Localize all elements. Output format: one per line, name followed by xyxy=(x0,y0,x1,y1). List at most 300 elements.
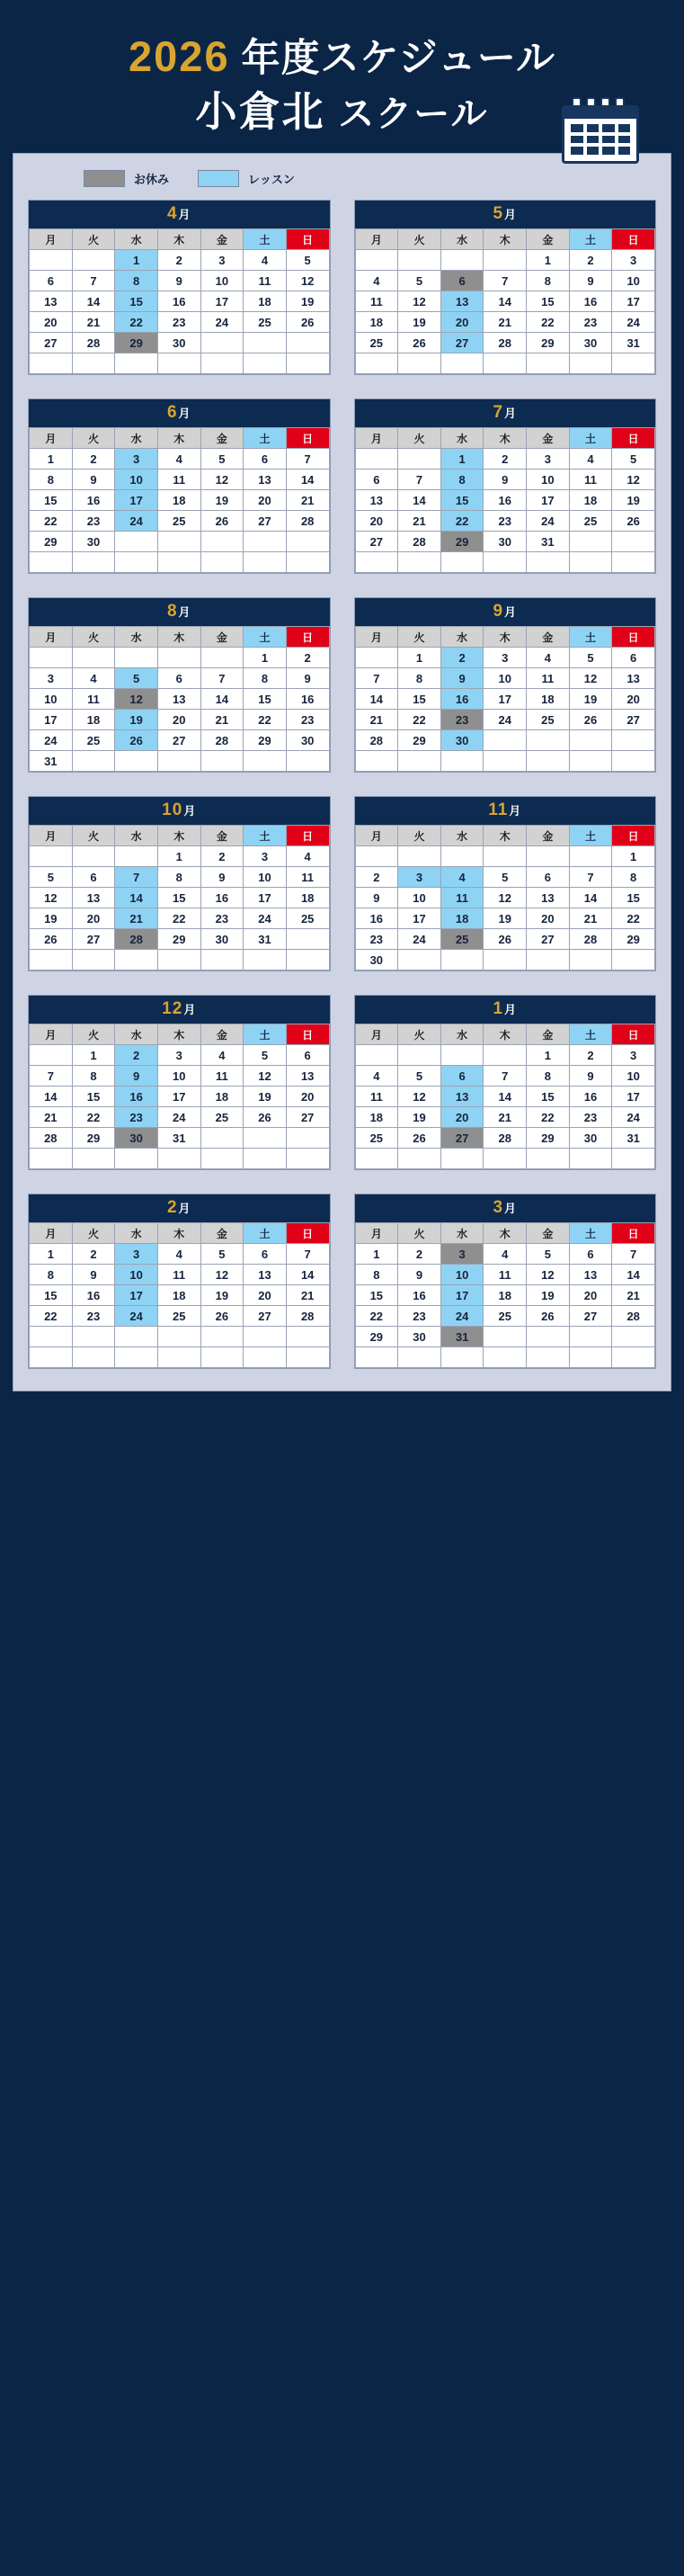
day-cell: 28 xyxy=(398,532,441,552)
day-cell-empty xyxy=(286,950,329,970)
month-number: 3 xyxy=(493,1198,504,1218)
day-cell: 29 xyxy=(30,532,73,552)
weekday-header: 土 xyxy=(569,1024,612,1045)
day-cell: 27 xyxy=(569,1306,612,1327)
day-cell-empty xyxy=(612,353,655,374)
day-cell-empty xyxy=(72,353,115,374)
weekday-header: 日 xyxy=(612,627,655,648)
day-cell-empty xyxy=(355,648,398,668)
week-row xyxy=(30,846,330,867)
day-cell: 24 xyxy=(484,710,527,730)
day-cell: 27 xyxy=(527,929,570,950)
weekday-header: 土 xyxy=(569,1223,612,1244)
day-cell: 11 xyxy=(286,867,329,888)
day-cell: 5 xyxy=(200,449,244,470)
weekday-header: 金 xyxy=(200,1024,244,1045)
day-cell: 3 xyxy=(484,648,527,668)
day-cell: 23 xyxy=(569,312,612,333)
day-cell-empty xyxy=(30,1045,73,1066)
month-title xyxy=(355,399,656,427)
day-cell: 6 xyxy=(527,867,570,888)
weekday-header: 土 xyxy=(569,627,612,648)
day-cell: 29 xyxy=(527,1128,570,1149)
month-table xyxy=(355,228,656,374)
day-cell: 9 xyxy=(286,668,329,689)
weekday-header: 月 xyxy=(355,826,398,846)
day-cell: 17 xyxy=(484,689,527,710)
day-cell: 20 xyxy=(355,511,398,532)
day-cell: 24 xyxy=(200,312,244,333)
weekday-header: 日 xyxy=(286,1024,329,1045)
weekday-header-row xyxy=(30,627,330,648)
day-cell: 4 xyxy=(200,1045,244,1066)
day-cell-empty xyxy=(115,532,158,552)
day-cell-empty xyxy=(157,1327,200,1347)
day-cell-empty xyxy=(569,353,612,374)
week-row xyxy=(355,846,655,867)
weekday-header: 月 xyxy=(355,1024,398,1045)
day-cell: 30 xyxy=(200,929,244,950)
day-cell: 11 xyxy=(244,271,287,291)
week-row xyxy=(30,271,330,291)
weekday-header: 木 xyxy=(157,229,200,250)
legend xyxy=(28,166,656,200)
day-cell-empty xyxy=(612,1347,655,1368)
day-cell-empty xyxy=(527,353,570,374)
weekday-header: 土 xyxy=(569,826,612,846)
day-cell: 26 xyxy=(200,511,244,532)
page-header xyxy=(0,0,684,146)
day-cell: 5 xyxy=(200,1244,244,1265)
day-cell-empty xyxy=(398,950,441,970)
day-cell: 27 xyxy=(244,1306,287,1327)
day-cell: 7 xyxy=(355,668,398,689)
day-cell: 15 xyxy=(157,888,200,908)
weekday-header: 月 xyxy=(30,826,73,846)
month-table xyxy=(355,1222,656,1368)
weekday-header: 水 xyxy=(440,428,484,449)
weekday-header: 水 xyxy=(440,229,484,250)
day-cell: 10 xyxy=(115,1265,158,1285)
day-cell: 26 xyxy=(398,333,441,353)
day-cell: 24 xyxy=(440,1306,484,1327)
day-cell: 5 xyxy=(398,1066,441,1087)
day-cell-empty xyxy=(286,1347,329,1368)
day-cell: 26 xyxy=(30,929,73,950)
day-cell-empty xyxy=(244,1347,287,1368)
day-cell-empty xyxy=(355,1045,398,1066)
day-cell-empty xyxy=(72,751,115,772)
day-cell: 2 xyxy=(569,1045,612,1066)
day-cell-empty xyxy=(244,353,287,374)
month-suffix: 月 xyxy=(178,208,191,222)
day-cell: 28 xyxy=(286,1306,329,1327)
weekday-header-row xyxy=(355,627,655,648)
day-cell-empty xyxy=(30,1347,73,1368)
day-cell: 24 xyxy=(527,511,570,532)
week-row xyxy=(30,908,330,929)
week-row xyxy=(30,312,330,333)
month-suffix: 月 xyxy=(183,1003,197,1017)
week-row xyxy=(355,1087,655,1107)
day-cell-empty xyxy=(72,950,115,970)
day-cell: 9 xyxy=(440,668,484,689)
day-cell: 12 xyxy=(244,1066,287,1087)
day-cell: 18 xyxy=(355,312,398,333)
day-cell-empty xyxy=(440,846,484,867)
weekday-header: 月 xyxy=(30,229,73,250)
day-cell: 10 xyxy=(612,1066,655,1087)
day-cell-empty xyxy=(244,333,287,353)
day-cell: 17 xyxy=(440,1285,484,1306)
day-cell: 6 xyxy=(244,449,287,470)
day-cell: 7 xyxy=(398,470,441,490)
week-row xyxy=(30,353,330,374)
legend-swatch-lesson xyxy=(198,170,239,187)
day-cell: 20 xyxy=(157,710,200,730)
day-cell-empty xyxy=(527,1149,570,1169)
day-cell-empty xyxy=(569,1327,612,1347)
weekday-header: 金 xyxy=(200,428,244,449)
day-cell: 21 xyxy=(484,312,527,333)
day-cell: 21 xyxy=(286,490,329,511)
day-cell: 13 xyxy=(440,291,484,312)
day-cell: 1 xyxy=(612,846,655,867)
weekday-header: 水 xyxy=(115,229,158,250)
week-row xyxy=(355,511,655,532)
weekday-header-row xyxy=(355,1223,655,1244)
day-cell: 6 xyxy=(30,271,73,291)
day-cell-empty xyxy=(527,950,570,970)
day-cell: 19 xyxy=(398,312,441,333)
day-cell: 22 xyxy=(157,908,200,929)
day-cell: 25 xyxy=(157,511,200,532)
day-cell: 24 xyxy=(115,1306,158,1327)
day-cell-empty xyxy=(484,1327,527,1347)
week-row xyxy=(355,1327,655,1347)
day-cell-empty xyxy=(286,353,329,374)
weekday-header: 月 xyxy=(30,1024,73,1045)
week-row xyxy=(30,1327,330,1347)
weekday-header: 火 xyxy=(72,826,115,846)
week-row xyxy=(355,950,655,970)
week-row xyxy=(30,1285,330,1306)
month-table xyxy=(355,1024,656,1169)
calendar-icon xyxy=(562,97,639,164)
calendar-cells xyxy=(571,124,630,155)
day-cell: 3 xyxy=(157,1045,200,1066)
day-cell: 26 xyxy=(527,1306,570,1327)
day-cell-empty xyxy=(200,333,244,353)
month-title xyxy=(29,797,330,825)
week-row xyxy=(355,490,655,511)
day-cell: 18 xyxy=(244,291,287,312)
day-cell: 9 xyxy=(569,1066,612,1087)
day-cell: 4 xyxy=(286,846,329,867)
week-row xyxy=(355,312,655,333)
day-cell: 19 xyxy=(612,490,655,511)
day-cell: 30 xyxy=(72,532,115,552)
day-cell: 1 xyxy=(72,1045,115,1066)
weekday-header: 日 xyxy=(286,428,329,449)
day-cell-empty xyxy=(569,751,612,772)
day-cell: 11 xyxy=(440,888,484,908)
day-cell: 14 xyxy=(200,689,244,710)
day-cell: 1 xyxy=(440,449,484,470)
week-row xyxy=(355,532,655,552)
day-cell-empty xyxy=(440,552,484,573)
day-cell: 7 xyxy=(484,1066,527,1087)
day-cell: 8 xyxy=(30,470,73,490)
day-cell: 24 xyxy=(244,908,287,929)
day-cell: 18 xyxy=(527,689,570,710)
day-cell: 6 xyxy=(355,470,398,490)
day-cell-empty xyxy=(612,751,655,772)
day-cell-empty xyxy=(200,552,244,573)
day-cell-empty xyxy=(286,532,329,552)
month-card xyxy=(354,200,657,375)
page-title xyxy=(0,34,684,79)
day-cell: 25 xyxy=(286,908,329,929)
week-row xyxy=(30,1045,330,1066)
month-number: 11 xyxy=(488,801,509,820)
day-cell-empty xyxy=(484,552,527,573)
weekday-header: 火 xyxy=(72,1223,115,1244)
day-cell: 3 xyxy=(200,250,244,271)
day-cell: 7 xyxy=(115,867,158,888)
day-cell: 1 xyxy=(355,1244,398,1265)
day-cell: 10 xyxy=(30,689,73,710)
day-cell: 19 xyxy=(200,490,244,511)
day-cell: 25 xyxy=(157,1306,200,1327)
day-cell-empty xyxy=(115,1149,158,1169)
day-cell-empty xyxy=(612,950,655,970)
day-cell-empty xyxy=(72,1149,115,1169)
week-row xyxy=(30,867,330,888)
day-cell: 7 xyxy=(484,271,527,291)
day-cell: 13 xyxy=(72,888,115,908)
day-cell: 2 xyxy=(157,250,200,271)
week-row xyxy=(355,1244,655,1265)
day-cell: 15 xyxy=(527,1087,570,1107)
week-row xyxy=(30,1149,330,1169)
day-cell-empty xyxy=(440,751,484,772)
week-row xyxy=(30,1066,330,1087)
month-suffix: 月 xyxy=(178,407,191,421)
day-cell: 12 xyxy=(569,668,612,689)
month-suffix: 月 xyxy=(178,1202,191,1216)
day-cell: 16 xyxy=(398,1285,441,1306)
day-cell: 5 xyxy=(484,867,527,888)
weekday-header: 火 xyxy=(72,1024,115,1045)
day-cell: 14 xyxy=(286,470,329,490)
month-card xyxy=(28,796,331,971)
day-cell: 28 xyxy=(612,1306,655,1327)
day-cell: 30 xyxy=(440,730,484,751)
week-row xyxy=(355,1045,655,1066)
day-cell: 12 xyxy=(527,1265,570,1285)
day-cell: 22 xyxy=(440,511,484,532)
day-cell-empty xyxy=(355,250,398,271)
weekday-header: 金 xyxy=(527,627,570,648)
schedule-year: 2026 xyxy=(129,32,230,80)
weekday-header: 日 xyxy=(612,229,655,250)
week-row xyxy=(355,730,655,751)
weekday-header-row xyxy=(30,428,330,449)
day-cell: 23 xyxy=(569,1107,612,1128)
day-cell: 24 xyxy=(612,1107,655,1128)
day-cell: 2 xyxy=(286,648,329,668)
day-cell: 27 xyxy=(72,929,115,950)
day-cell: 16 xyxy=(569,291,612,312)
month-number: 8 xyxy=(166,602,178,622)
day-cell: 1 xyxy=(244,648,287,668)
day-cell: 1 xyxy=(157,846,200,867)
day-cell: 16 xyxy=(484,490,527,511)
month-suffix: 月 xyxy=(504,1003,518,1017)
day-cell: 19 xyxy=(527,1285,570,1306)
day-cell: 26 xyxy=(612,511,655,532)
day-cell: 31 xyxy=(527,532,570,552)
day-cell: 11 xyxy=(157,470,200,490)
day-cell-empty xyxy=(612,532,655,552)
day-cell: 3 xyxy=(612,1045,655,1066)
day-cell-empty xyxy=(286,929,329,950)
day-cell: 21 xyxy=(569,908,612,929)
day-cell-empty xyxy=(115,353,158,374)
day-cell: 28 xyxy=(72,333,115,353)
day-cell-empty xyxy=(569,532,612,552)
day-cell: 15 xyxy=(72,1087,115,1107)
weekday-header: 月 xyxy=(355,627,398,648)
day-cell: 13 xyxy=(527,888,570,908)
day-cell: 23 xyxy=(72,1306,115,1327)
day-cell: 28 xyxy=(200,730,244,751)
week-row xyxy=(30,1087,330,1107)
weekday-header: 日 xyxy=(612,826,655,846)
day-cell: 6 xyxy=(612,648,655,668)
day-cell: 30 xyxy=(157,333,200,353)
day-cell-empty xyxy=(115,648,158,668)
day-cell: 10 xyxy=(157,1066,200,1087)
day-cell-empty xyxy=(398,1149,441,1169)
day-cell: 22 xyxy=(30,511,73,532)
day-cell: 26 xyxy=(244,1107,287,1128)
day-cell: 2 xyxy=(115,1045,158,1066)
day-cell: 31 xyxy=(612,333,655,353)
day-cell: 8 xyxy=(527,1066,570,1087)
day-cell: 7 xyxy=(200,668,244,689)
day-cell: 20 xyxy=(440,1107,484,1128)
day-cell: 14 xyxy=(72,291,115,312)
day-cell: 7 xyxy=(72,271,115,291)
day-cell: 13 xyxy=(244,1265,287,1285)
day-cell: 29 xyxy=(72,1128,115,1149)
day-cell: 13 xyxy=(244,470,287,490)
day-cell-empty xyxy=(157,353,200,374)
schedule-title-suffix: 年度スケジュール xyxy=(241,37,555,80)
weekday-header: 木 xyxy=(157,627,200,648)
month-title xyxy=(29,201,330,228)
day-cell: 5 xyxy=(527,1244,570,1265)
day-cell: 7 xyxy=(286,449,329,470)
day-cell: 4 xyxy=(484,1244,527,1265)
weekday-header: 金 xyxy=(527,428,570,449)
weekday-header: 月 xyxy=(30,428,73,449)
day-cell: 19 xyxy=(30,908,73,929)
day-cell: 15 xyxy=(612,888,655,908)
day-cell: 29 xyxy=(157,929,200,950)
week-row xyxy=(30,250,330,271)
weekday-header: 日 xyxy=(286,627,329,648)
day-cell: 12 xyxy=(286,271,329,291)
month-title xyxy=(355,797,656,825)
day-cell-empty xyxy=(484,1149,527,1169)
day-cell: 12 xyxy=(612,470,655,490)
month-table xyxy=(29,427,330,573)
day-cell-empty xyxy=(30,1149,73,1169)
weekday-header: 火 xyxy=(398,1024,441,1045)
day-cell-empty xyxy=(72,648,115,668)
day-cell: 21 xyxy=(72,312,115,333)
week-row xyxy=(30,950,330,970)
weekday-header: 月 xyxy=(355,428,398,449)
day-cell: 22 xyxy=(355,1306,398,1327)
day-cell: 11 xyxy=(527,668,570,689)
day-cell: 11 xyxy=(355,1087,398,1107)
day-cell: 8 xyxy=(157,867,200,888)
weekday-header: 土 xyxy=(244,627,287,648)
day-cell: 19 xyxy=(484,908,527,929)
week-row xyxy=(30,689,330,710)
day-cell: 31 xyxy=(244,929,287,950)
day-cell-empty xyxy=(484,1045,527,1066)
day-cell: 15 xyxy=(398,689,441,710)
week-row xyxy=(30,552,330,573)
month-title xyxy=(29,1194,330,1222)
weekday-header: 日 xyxy=(612,1024,655,1045)
weekday-header: 水 xyxy=(440,627,484,648)
day-cell-empty xyxy=(569,1149,612,1169)
weekday-header: 木 xyxy=(157,1024,200,1045)
day-cell: 8 xyxy=(612,867,655,888)
day-cell: 11 xyxy=(157,1265,200,1285)
day-cell-empty xyxy=(440,1149,484,1169)
day-cell: 19 xyxy=(115,710,158,730)
day-cell: 9 xyxy=(484,470,527,490)
day-cell: 29 xyxy=(398,730,441,751)
day-cell-empty xyxy=(286,1128,329,1149)
day-cell: 26 xyxy=(484,929,527,950)
day-cell-empty xyxy=(200,532,244,552)
day-cell-empty xyxy=(612,552,655,573)
day-cell: 7 xyxy=(286,1244,329,1265)
day-cell: 28 xyxy=(355,730,398,751)
week-row xyxy=(355,1149,655,1169)
weekday-header: 月 xyxy=(355,1223,398,1244)
day-cell: 23 xyxy=(115,1107,158,1128)
legend-swatch-off xyxy=(84,170,125,187)
calendar-band xyxy=(564,108,636,119)
day-cell: 28 xyxy=(569,929,612,950)
day-cell: 3 xyxy=(115,449,158,470)
day-cell: 14 xyxy=(398,490,441,511)
day-cell: 24 xyxy=(398,929,441,950)
weekday-header-row xyxy=(30,1223,330,1244)
week-row xyxy=(355,1265,655,1285)
day-cell: 27 xyxy=(612,710,655,730)
month-suffix: 月 xyxy=(504,1202,518,1216)
